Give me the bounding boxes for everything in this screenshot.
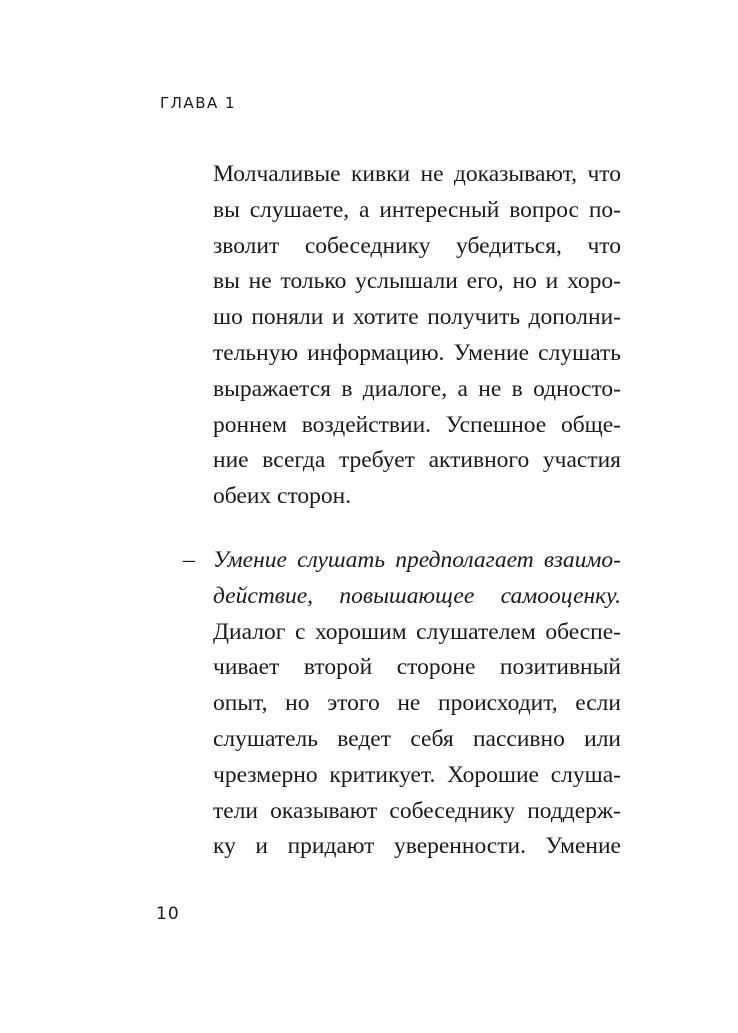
paragraph-1-line: вы не только услышали его, но и хоро- [213,268,621,295]
paragraph-1-line: зволит собеседнику убедиться, что [213,232,621,259]
paragraph-2-line: опыт, но этого не происходит, если [213,690,621,717]
paragraph-2-line: тели оказывают собеседнику поддерж- [213,797,621,824]
paragraph-2-line: чивает второй стороне позитивный [213,654,621,681]
paragraph-2 [213,543,621,865]
list-dash: – [183,547,195,573]
paragraph-2-line: Диалог с хорошим слушателем обеспе- [213,618,621,645]
page-number: 10 [156,904,180,924]
paragraph-2-italic-line: Умение слушать предполагает взаимо- [213,547,621,573]
running-head: ГЛАВА 1 [160,94,237,112]
paragraph-1-line: роннем воздействии. Успешное обще- [213,411,621,438]
paragraph-2-line: ку и придают уверенности. Умение [213,833,621,860]
paragraph-1 [213,157,621,515]
paragraph-2-italic-line: действие, повышающее самооценку. [213,582,621,609]
paragraph-1-line: вы слушаете, а интересный вопрос по- [213,196,621,223]
paragraph-1-line: тельную информацию. Умение слушать [213,339,621,366]
paragraph-2-line: чрезмерно критикует. Хорошие слуша- [213,761,621,788]
paragraph-2-line: слушатель ведет себя пассивно или [213,725,621,752]
paragraph-1-line: Молчаливые кивки не доказывают, что [213,161,621,187]
paragraph-1-line: выражается в диалоге, а не в односто- [213,375,621,402]
paragraph-1-line: ние всегда требует активного участия [213,447,621,474]
paragraph-1-line: обеих сторон. [213,483,352,510]
paragraph-1-line: шо поняли и хотите получить дополни- [213,304,621,331]
